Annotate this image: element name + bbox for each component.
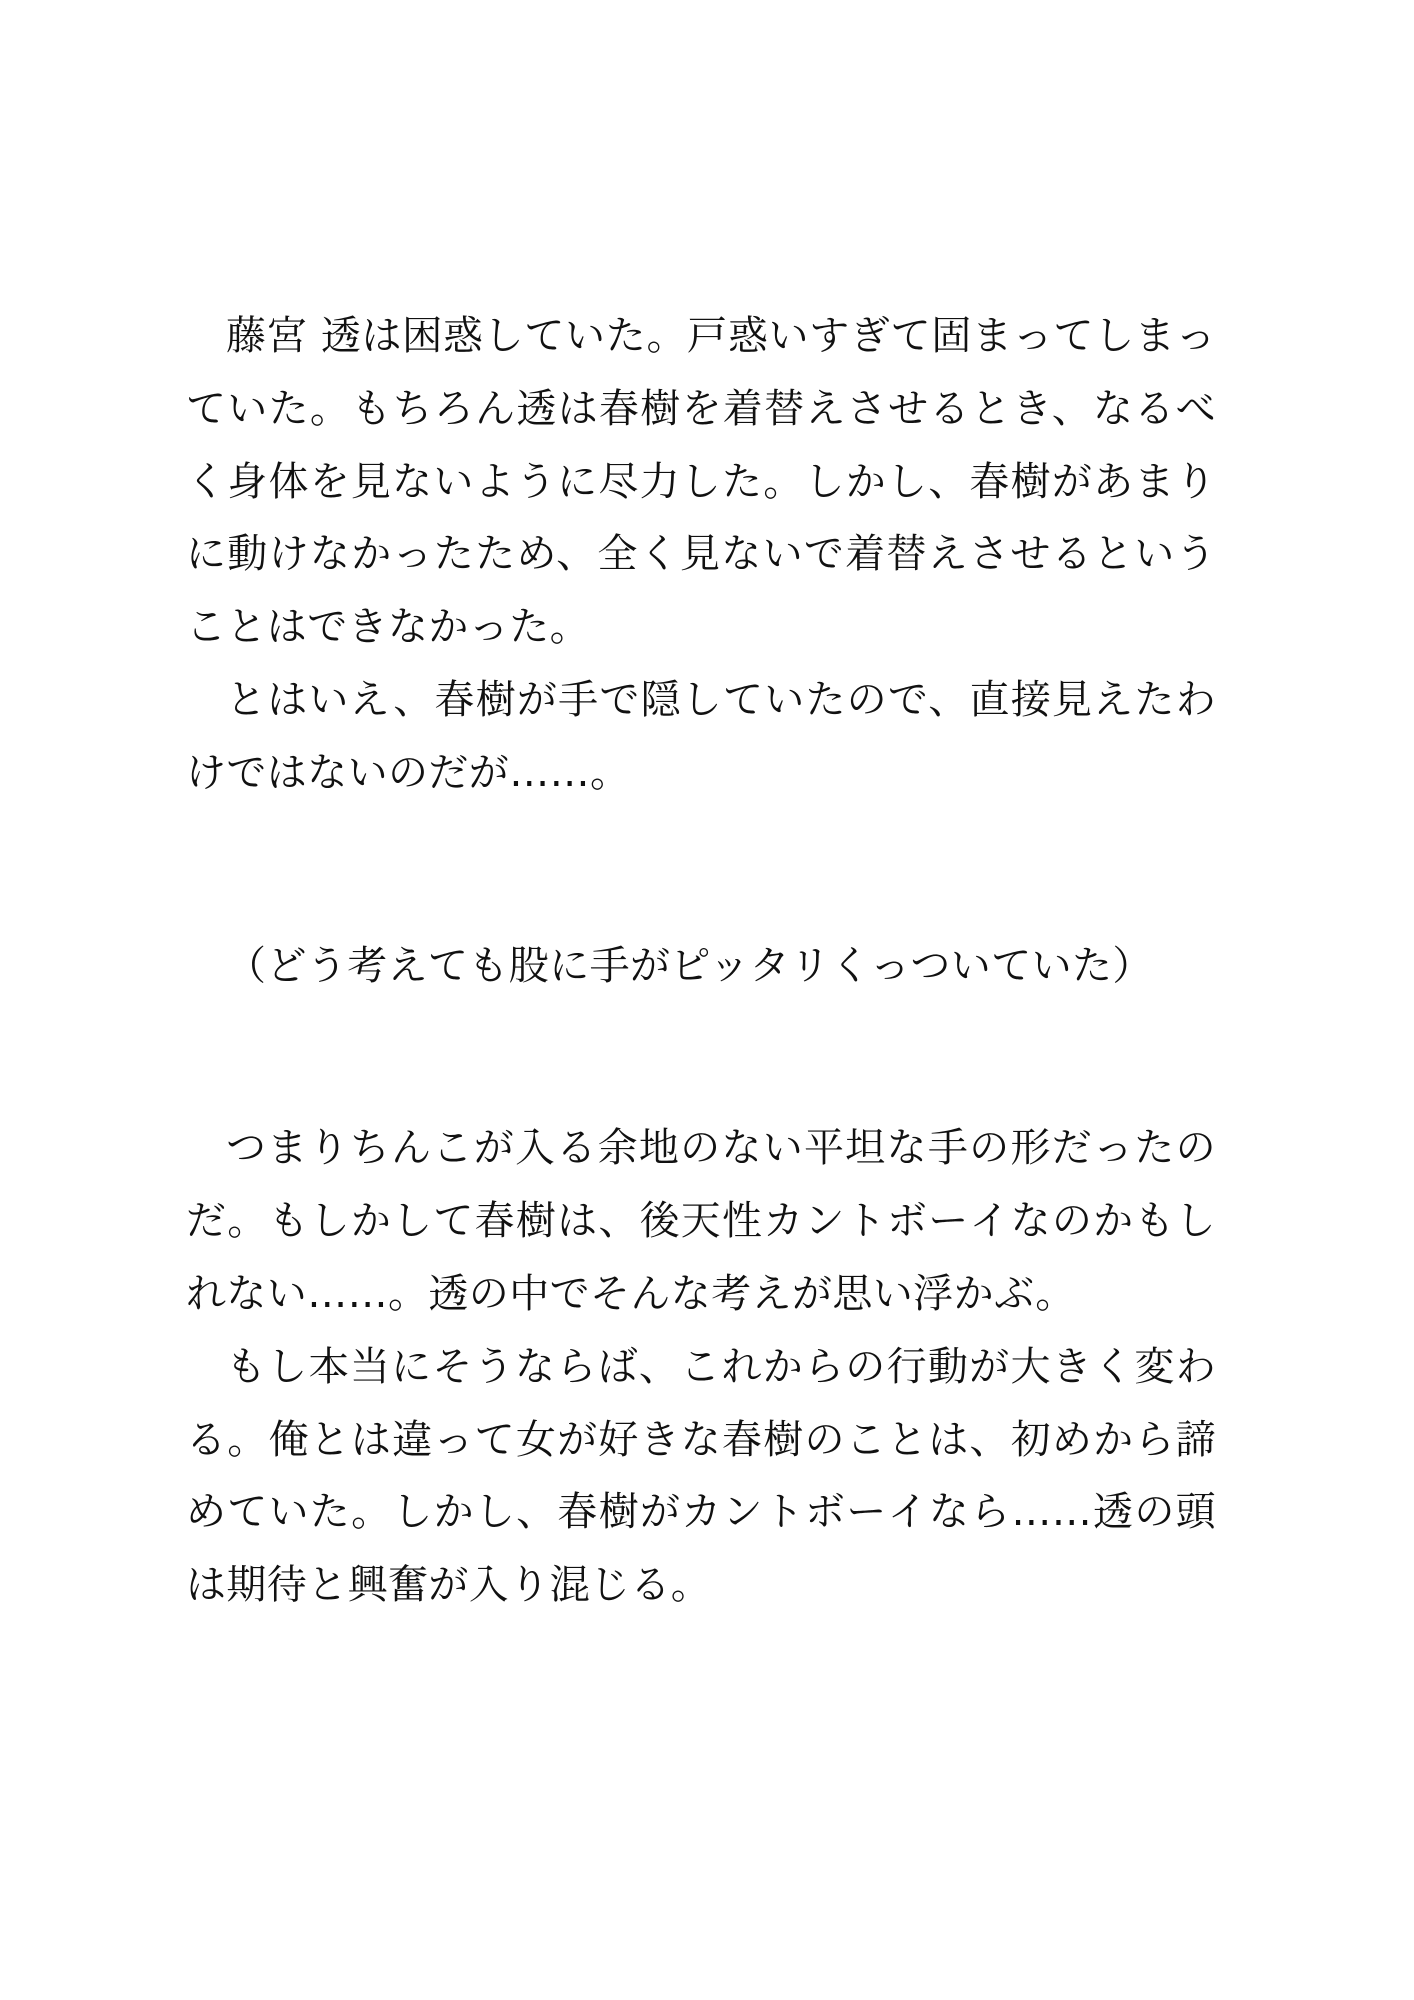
paragraph-2: とはいえ、春樹が手で隠していたので、直接見えたわけではないのだが……。	[186, 676, 1216, 796]
paragraph-3: （どう考えても股に手がピッタリくっついていた）	[226, 942, 1153, 989]
paragraph-spacer-2	[186, 1002, 1216, 1112]
paragraph-4: つまりちんこが入る余地のない平坦な手の形だったのだ。もしかして春樹は、後天性カントボーイなのかもしれない……。透の中でそんな考えが思い浮かぶ。	[186, 1125, 1216, 1317]
paragraph-spacer-1	[186, 810, 1216, 930]
paragraph-1: 藤宮 透は困惑していた。戸惑いすぎて固まってしまっていた。もちろん透は春樹を着替えさせるとき、なるべく身体を見ないように尽力した。しかし、春樹があまりに動けなかったため、全く見ないで着替えさせるということはできなかった。	[186, 313, 1216, 651]
document-text-body	[186, 300, 1216, 1622]
paragraph-5: もし本当にそうならば、これからの行動が大きく変わる。俺とは違って女が好きな春樹のことは、初めから諦めていた。しかし、春樹がカントボーイなら……透の頭は期待と興奮が入り混じる。	[186, 1343, 1216, 1609]
